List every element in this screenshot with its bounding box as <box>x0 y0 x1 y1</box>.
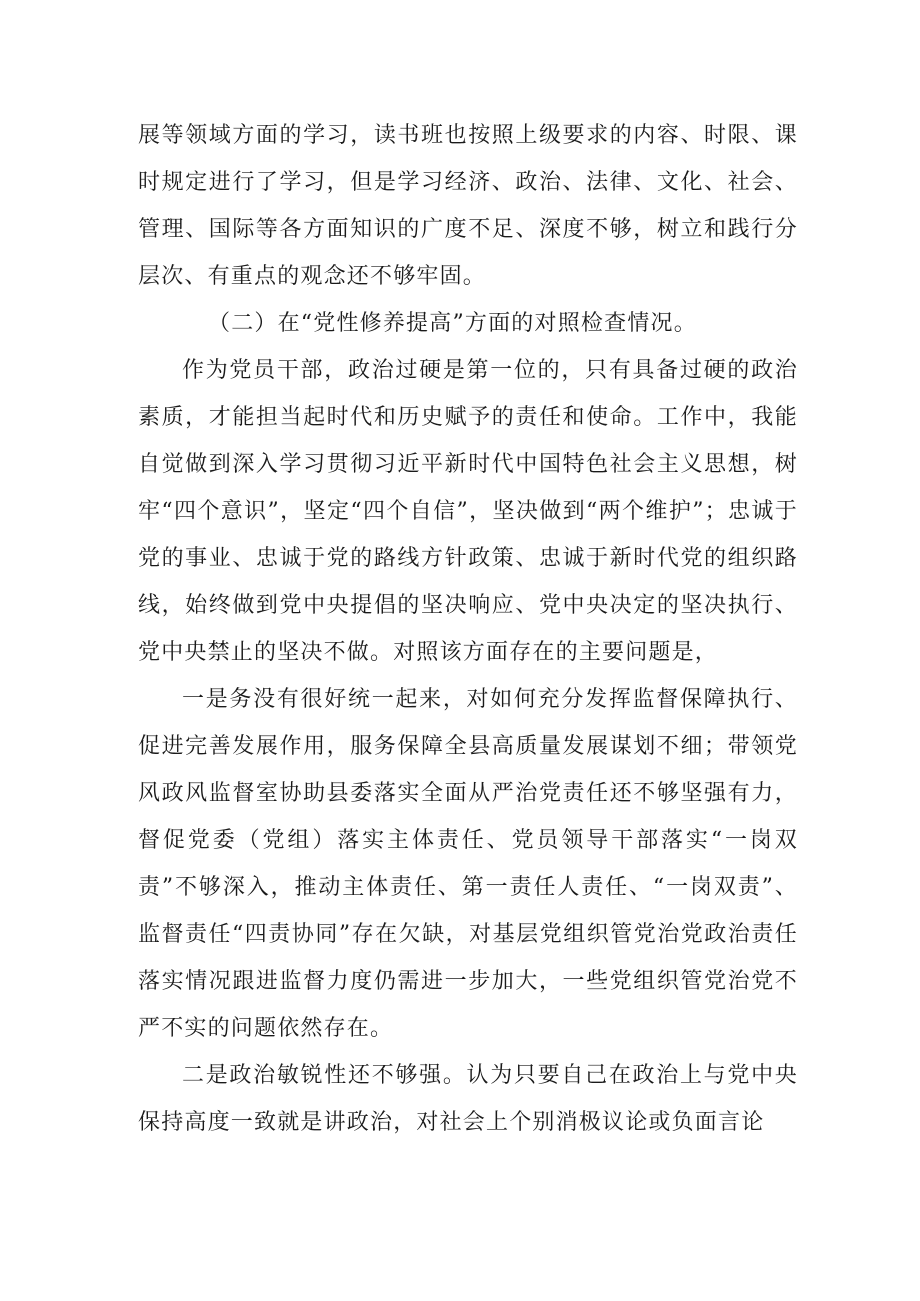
paragraph-issue-one: 一是务没有很好统一起来，对如何充分发挥监督保障执行、促进完善发展作用，服务保障全县高质量发展谋划不细；带领党风政风监督室协助县委落实全面从严治党责任还不够坚强有力，督促党委（党组）落实主体责任、党员领导干部落实“一岗双责”不够深入，推动主体责任、第一责任人责任、“一岗双责”、监督责任“四责协同”存在欠缺，对基层党组织管党治党政治责任落实情况跟进监督力度仍需进一步加大，一些党组织管党治党不严不实的问题依然存在。 <box>138 687 798 1041</box>
paragraph-party-spirit: 作为党员干部，政治过硬是第一位的，只有具备过硬的政治素质，才能担当起时代和历史赋予的责任和使命。工作中，我能自觉做到深入学习贯彻习近平新时代中国特色社会主义思想，树牢“四个意识”，坚定“四个自信”，坚决做到“两个维护”；忠诚于党的事业、忠诚于党的路线方针政策、忠诚于新时代党的组织路线，始终做到党中央提倡的坚决响应、党中央决定的坚决执行、党中央禁止的坚决不做。对照该方面存在的主要问题是， <box>138 358 798 665</box>
document-page <box>138 112 798 1146</box>
paragraph-continuation: 展等领域方面的学习，读书班也按照上级要求的内容、时限、课时规定进行了学习，但是学习经济、政治、法律、文化、社会、管理、国际等各方面知识的广度不足、深度不够，树立和践行分层次、有重点的观念还不够牢固。 <box>138 123 798 289</box>
section-heading: （二）在“党性修养提高”方面的对照检查情况。 <box>208 311 697 336</box>
paragraph-issue-two: 二是政治敏锐性还不够强。认为只要自己在政治上与党中央保持高度一致就是讲政治，对社会上个别消极议论或负面言论 <box>138 1063 798 1135</box>
